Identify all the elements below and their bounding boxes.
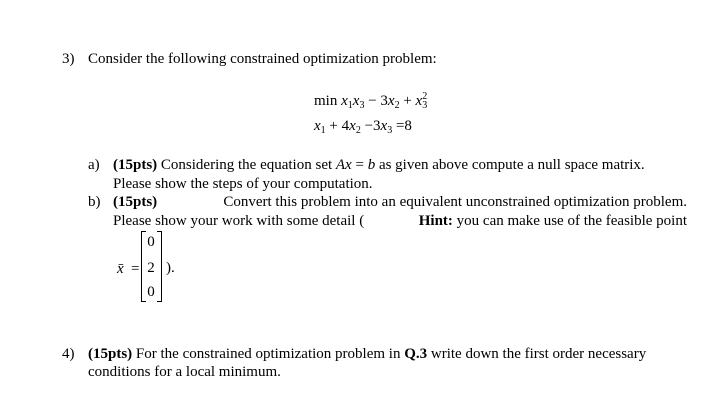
con-coef: 3 bbox=[373, 118, 381, 134]
vector-entry: 0 bbox=[147, 234, 155, 250]
obj-sub: 3 bbox=[359, 100, 365, 111]
objective-function bbox=[314, 93, 427, 110]
obj-sub: 2 bbox=[394, 100, 400, 111]
q4-text: For the constrained optimization problem in bbox=[132, 346, 405, 362]
obj-operator: − bbox=[368, 93, 377, 109]
part-a-text: Considering the equation set bbox=[160, 157, 336, 173]
q4-line2: conditions for a local minimum. bbox=[88, 364, 281, 380]
con-sub: 2 bbox=[355, 125, 361, 136]
q3-statement: Consider the following constrained optimization problem: bbox=[88, 51, 437, 67]
obj-var: x bbox=[415, 93, 423, 109]
part-a-label: a) bbox=[88, 157, 100, 173]
con-equals: = bbox=[395, 118, 405, 134]
obj-power: 2 bbox=[422, 91, 428, 102]
part-b-line2-pre: Please show your work with some detail ( bbox=[113, 213, 365, 229]
obj-coef: 3 bbox=[380, 93, 388, 109]
part-a-line2: Please show the steps of your computation. bbox=[113, 176, 373, 192]
part-a-eq-equals: = bbox=[351, 157, 368, 173]
con-coef: 4 bbox=[341, 118, 350, 134]
vector-entry: 2 bbox=[147, 260, 155, 276]
con-operator: − bbox=[364, 118, 374, 134]
con-var: x bbox=[349, 118, 356, 134]
obj-var: x bbox=[352, 93, 360, 109]
q4-reference: Q.3 bbox=[404, 346, 428, 362]
part-a-eq-b: b bbox=[367, 157, 376, 173]
vector-right-bracket bbox=[157, 231, 162, 302]
obj-sub: 1 bbox=[347, 100, 353, 111]
con-sub: 3 bbox=[387, 125, 393, 136]
q3-number: 3) bbox=[62, 51, 75, 67]
part-b-points: (15pts) bbox=[113, 194, 158, 210]
part-a-points: (15pts) bbox=[113, 157, 158, 173]
part-b-line2-post: you can make use of the feasible point bbox=[452, 213, 687, 229]
con-operator: + bbox=[329, 118, 338, 134]
part-a-eq-ax: Ax bbox=[335, 157, 352, 173]
vector-entry: 0 bbox=[147, 284, 155, 300]
constraint-equation bbox=[314, 118, 412, 135]
obj-var: x bbox=[341, 93, 348, 109]
xbar-equals: = bbox=[131, 261, 140, 277]
part-b-line1 bbox=[113, 194, 687, 211]
part-b-tail: ). bbox=[166, 260, 175, 276]
con-sub: 1 bbox=[320, 125, 326, 136]
con-var: x bbox=[314, 118, 321, 134]
part-b-line2 bbox=[113, 213, 687, 230]
con-rhs: 8 bbox=[404, 118, 412, 134]
part-b-hint: Hint: bbox=[418, 213, 453, 229]
q4-text-post: write down the first order necessary bbox=[427, 346, 647, 362]
part-a-text-post: as given above compute a null space matrix. bbox=[375, 157, 645, 173]
q4-line1 bbox=[88, 346, 646, 363]
obj-operator: + bbox=[403, 93, 412, 109]
xbar-symbol: x̄ bbox=[117, 261, 124, 277]
q4-points: (15pts) bbox=[88, 346, 133, 362]
part-b-text: Convert this problem into an equivalent unconstrained optimization problem. bbox=[223, 194, 687, 210]
part-b-label: b) bbox=[88, 194, 101, 210]
q4-number: 4) bbox=[62, 346, 75, 362]
con-var: x bbox=[380, 118, 388, 134]
obj-sub: 3 bbox=[422, 100, 428, 111]
obj-min: min bbox=[314, 93, 338, 109]
part-a-line1 bbox=[113, 157, 645, 174]
obj-var: x bbox=[387, 93, 395, 109]
